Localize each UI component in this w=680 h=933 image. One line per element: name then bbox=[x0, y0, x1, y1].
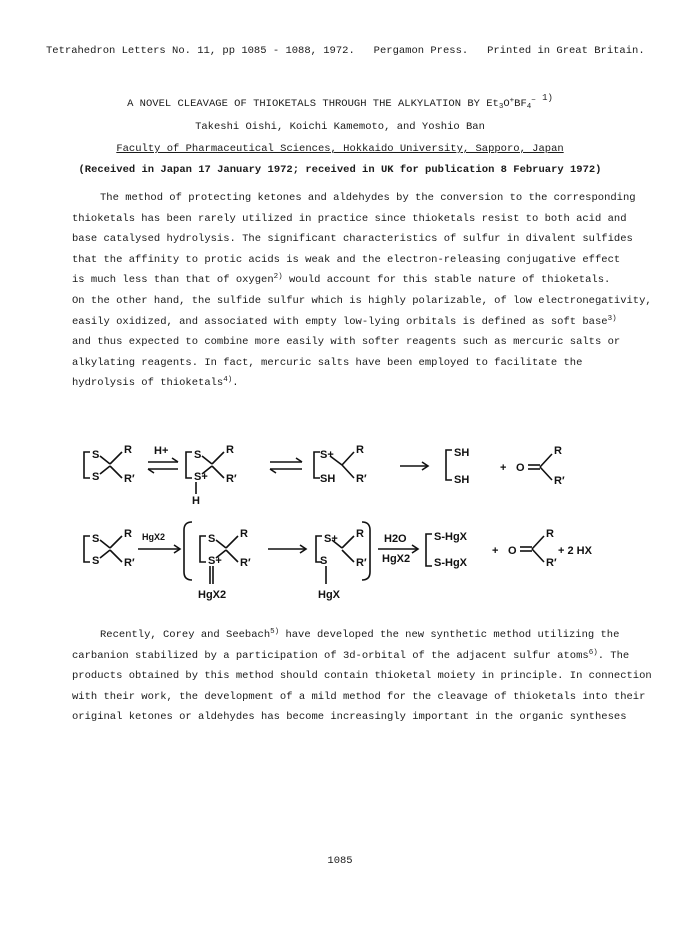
text-line: easily oxidized, and associated with empty low-lying orbitals is defined as soft base$^{3)}$ bbox=[72, 314, 617, 328]
scheme-2-labels bbox=[92, 528, 593, 601]
svg-text:S: S bbox=[320, 555, 328, 567]
svg-text:S+: S+ bbox=[208, 555, 222, 567]
text-line: with their work, the development of a mild method for the cleavage of thioketals into their bbox=[72, 690, 646, 703]
svg-text:S: S bbox=[208, 533, 216, 545]
text-line: The method of protecting ketones and aldehydes by the conversion to the corresponding bbox=[100, 192, 636, 204]
svg-text:R′: R′ bbox=[240, 557, 251, 569]
text-line: and thus expected to combine more easily with softer reagents such as mercuric salts or bbox=[72, 336, 621, 349]
svg-text:R′: R′ bbox=[226, 473, 237, 485]
svg-text:R′: R′ bbox=[554, 475, 565, 487]
svg-text:HgX2: HgX2 bbox=[382, 553, 411, 565]
title-ref: 1) bbox=[542, 93, 553, 103]
ref-mark: 4) bbox=[223, 376, 233, 385]
journal-citation: Tetrahedron Letters No. 11, pp 1085 - 1088, 1972. bbox=[46, 45, 355, 57]
ref-mark: 2) bbox=[273, 273, 283, 282]
svg-text:R: R bbox=[226, 444, 234, 456]
svg-text:H+: H+ bbox=[154, 445, 169, 457]
svg-text:R′: R′ bbox=[356, 473, 367, 485]
running-header bbox=[46, 45, 645, 57]
svg-text:R: R bbox=[356, 528, 364, 540]
text-line: thioketals has been rarely utilized in practice since thioketals resist to both acid and bbox=[72, 212, 627, 225]
svg-text:H: H bbox=[192, 495, 200, 507]
svg-text:HgX2: HgX2 bbox=[142, 532, 166, 542]
svg-text:R′: R′ bbox=[356, 557, 367, 569]
svg-text:S: S bbox=[92, 533, 100, 545]
page-number: 1085 bbox=[327, 855, 353, 867]
received-dates: (Received in Japan 17 January 1972; received in UK for publication 8 February 1972) bbox=[78, 164, 602, 176]
authors: Takeshi Oishi, Koichi Kamemoto, and Yoshio Ban bbox=[195, 121, 485, 133]
svg-text:+: + bbox=[492, 545, 499, 557]
svg-text:R′: R′ bbox=[546, 557, 557, 569]
svg-text:S+: S+ bbox=[320, 449, 334, 461]
svg-text:S: S bbox=[92, 449, 100, 461]
svg-text:S: S bbox=[194, 449, 202, 461]
ref-mark: 6) bbox=[588, 648, 598, 657]
svg-text:S+: S+ bbox=[324, 533, 338, 545]
affiliation: Faculty of Pharmaceutical Sciences, Hokkaido University, Sapporo, Japan bbox=[116, 143, 564, 155]
svg-text:+ 2 HX: + 2 HX bbox=[558, 545, 592, 557]
svg-text:R: R bbox=[124, 444, 132, 456]
text-line: is much less than that of oxygen$^{2)}$ would account for this stable nature of thioketals. bbox=[72, 273, 611, 287]
svg-text:O: O bbox=[516, 462, 525, 474]
svg-text:S: S bbox=[92, 555, 100, 567]
svg-text:SH: SH bbox=[454, 474, 470, 486]
svg-text:R: R bbox=[546, 528, 554, 540]
printed-note: Printed in Great Britain. bbox=[487, 45, 645, 57]
text-line: base catalysed hydrolysis. The significant characteristics of sulfur in divalent sulfides bbox=[72, 233, 633, 246]
svg-text:S-HgX: S-HgX bbox=[434, 557, 467, 569]
svg-text:S: S bbox=[92, 471, 100, 483]
svg-text:R: R bbox=[554, 445, 562, 457]
article-title: A NOVEL CLEAVAGE OF THIOKETALS THROUGH THE ALKYLATION BY $Et_3O^+BF_4^-$ $^{1)}$ bbox=[127, 93, 553, 111]
svg-text:HgX: HgX bbox=[318, 589, 340, 601]
svg-text:R: R bbox=[240, 528, 248, 540]
svg-text:+: + bbox=[500, 462, 507, 474]
svg-text:R′: R′ bbox=[124, 473, 135, 485]
svg-text:R: R bbox=[124, 528, 132, 540]
scheme-1-labels bbox=[92, 444, 565, 507]
text-line: Recently, Corey and Seebach$^{5)}$ have developed the new synthetic method utilizing the bbox=[100, 628, 620, 641]
svg-text:R′: R′ bbox=[124, 557, 135, 569]
svg-text:SH: SH bbox=[320, 473, 336, 485]
svg-text:SH: SH bbox=[454, 447, 470, 459]
paragraph-1 bbox=[72, 188, 652, 394]
publisher: Pergamon Press. bbox=[373, 45, 469, 57]
text-line: that the affinity to protic acids is weak and the electron-releasing conjugative effect bbox=[72, 253, 621, 266]
text-line: products obtained by this method should contain thioketal moiety in principle. In connection bbox=[72, 670, 652, 683]
text-line: hydrolysis of thioketals$^{4)}$. bbox=[72, 376, 239, 390]
text-line: alkylating reagents. In fact, mercuric salts have been employed to facilitate the bbox=[72, 356, 583, 369]
svg-text:S-HgX: S-HgX bbox=[434, 531, 467, 543]
svg-text:HgX2: HgX2 bbox=[198, 589, 227, 601]
svg-text:S+: S+ bbox=[194, 471, 208, 483]
svg-text:H2O: H2O bbox=[384, 533, 407, 545]
text-line: On the other hand, the sulfide sulfur which is highly polarizable, of low electronegativity, bbox=[72, 294, 652, 307]
text-line: original ketones or aldehydes has become increasingly important in the organic syntheses bbox=[72, 711, 627, 724]
paragraph-2 bbox=[72, 625, 652, 728]
ref-mark: 3) bbox=[607, 314, 617, 323]
reaction-schemes bbox=[80, 438, 600, 618]
svg-text:R: R bbox=[356, 444, 364, 456]
text-line: carbanion stabilized by a participation of 3d-orbital of the adjacent sulfur atoms$^{6)}$. The bbox=[72, 648, 630, 662]
svg-text:O: O bbox=[508, 545, 517, 557]
ref-mark: 5) bbox=[270, 628, 280, 636]
